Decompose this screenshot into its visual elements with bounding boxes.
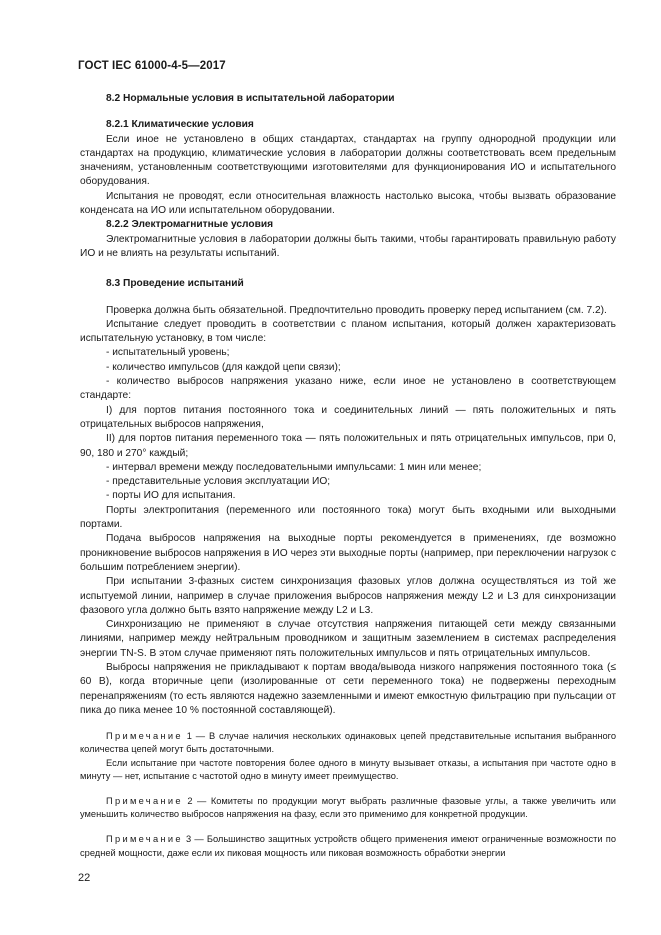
page-number: 22 — [78, 872, 91, 884]
paragraph: Порты электропитания (переменного или постоянного тока) могут быть входными или выходными портами. — [80, 504, 616, 531]
note-text: 3 — Большинство защитных устройств общего применения имеют ограниченные возможности по средней мощности, даже если их пиковая мощность или пиковая возможность обработки энергии — [80, 834, 616, 858]
paragraph: Испытание следует проводить в соответствии с планом испытания, который должен характеризовать испытательную установку, в том числе: — [80, 318, 616, 345]
note-text: 1 — В случае наличия нескольких одинаковых цепей представительные испытания выбранного количества цепей могут быть достаточными. — [80, 731, 616, 755]
list-item: - количество выбросов напряжения указано ниже, если иное не установлено в соответствующем стандарте: — [80, 376, 616, 402]
section-8-3-title: 8.3 Проведение испытаний — [106, 278, 244, 290]
paragraph: Синхронизацию не применяют в случае отсутствия напряжения питающей сети между связанными линиями, например между нейтральным проводником и защитным заземлением в системах распределения энергии TN-S. В этом случае применяют пять положительных импульсов и пять отрицательных импульсов. — [80, 619, 616, 659]
note-text: 2 — Комитеты по продукции могут выбрать различные фазовые углы, а также увеличить или уменьшить количество выбросов напряжения на фазу, если это применимо для конкретной продукции. — [80, 795, 616, 820]
section-8-2-title: 8.2 Нормальные условия в испытательной лаборатории — [106, 93, 395, 104]
note-1 — [80, 730, 616, 756]
list-item: - интервал времени между последовательными импульсами: 1 мин или менее; — [106, 461, 482, 473]
paragraph: Выбросы напряжения не прикладывают к портам ввода/вывода низкого напряжения постоянного тока (≤ 60 В), когда вторичные цепи (изолированные от сети переменного тока) не подвержены переходным перенапряжениям (то есть являются надежно заземленными и имеют емкостную фильтрацию при пульсации от пика до пика менее 10 % постоянной составляющей). — [80, 661, 616, 716]
list-item: - испытательный уровень; — [106, 347, 230, 359]
paragraph: Проверка должна быть обязательной. Предпочтительно проводить проверку перед испытанием (см. 7.2). — [106, 304, 607, 316]
note-label: Примечание — [106, 731, 183, 742]
paragraph: Испытания не проводят, если относительная влажность настолько высока, чтобы вызвать образование конденсата на ИО или испытательном оборудовании. — [80, 190, 616, 217]
list-item: - количество импульсов (для каждой цепи связи); — [106, 361, 341, 373]
paragraph: Подача выбросов напряжения на выходные порты рекомендуется в применениях, где возможно проникновение выбросов напряжения в ИО через эти выходные порты (например, при переключении нагрузок с большим потреблением энергии). — [80, 533, 616, 573]
paragraph: Электромагнитные условия в лаборатории должны быть такими, чтобы гарантировать правильную работу ИО и не влиять на результаты испытаний. — [80, 233, 616, 259]
list-item: - представительные условия эксплуатации ИО; — [106, 476, 331, 488]
note-label: Примечание — [106, 795, 183, 806]
note-label: Примечание — [106, 834, 183, 845]
section-8-2-1-title: 8.2.1 Климатические условия — [106, 119, 254, 131]
note-3 — [80, 833, 616, 859]
list-item: I) для портов питания постоянного тока и соединительных линий — пять положительных и пять отрицательных выбросов напряжения, — [80, 404, 616, 430]
note-1-continuation: Если испытание при частоте повторения более одного в минуту вызывает отказы, а испытания при частоте одно в минуту — нет, испытание с частотой одно в минуту имеет преимущество. — [80, 757, 616, 781]
list-item: II) для портов питания переменного тока — пять положительных и пять отрицательных импульсов, при 0, 90, 180 и 270° каждый; — [80, 433, 616, 459]
list-item: - порты ИО для испытания. — [106, 490, 236, 502]
document-body — [80, 92, 616, 860]
paragraph: Если иное не установлено в общих стандартах, стандартах на группу однородной продукции или стандартах на продукцию, климатические условия в лаборатории должны соответствовать всем предельным значениям, установленным соответствующими изготовителями для функционирования ИО и испытательного оборудования. — [80, 133, 616, 188]
note-2 — [80, 795, 616, 821]
section-8-2-2-title: 8.2.2 Электромагнитные условия — [106, 219, 274, 231]
document-header: ГОСТ IEC 61000-4-5—2017 — [78, 60, 226, 72]
paragraph: При испытании 3-фазных систем синхронизация фазовых углов должна осуществляться из той же испытуемой линии, например в случае приложения выбросов напряжения между L2 и L3 для синхронизации фазового угла должно быть взято напряжение между L2 и L3. — [80, 576, 616, 616]
